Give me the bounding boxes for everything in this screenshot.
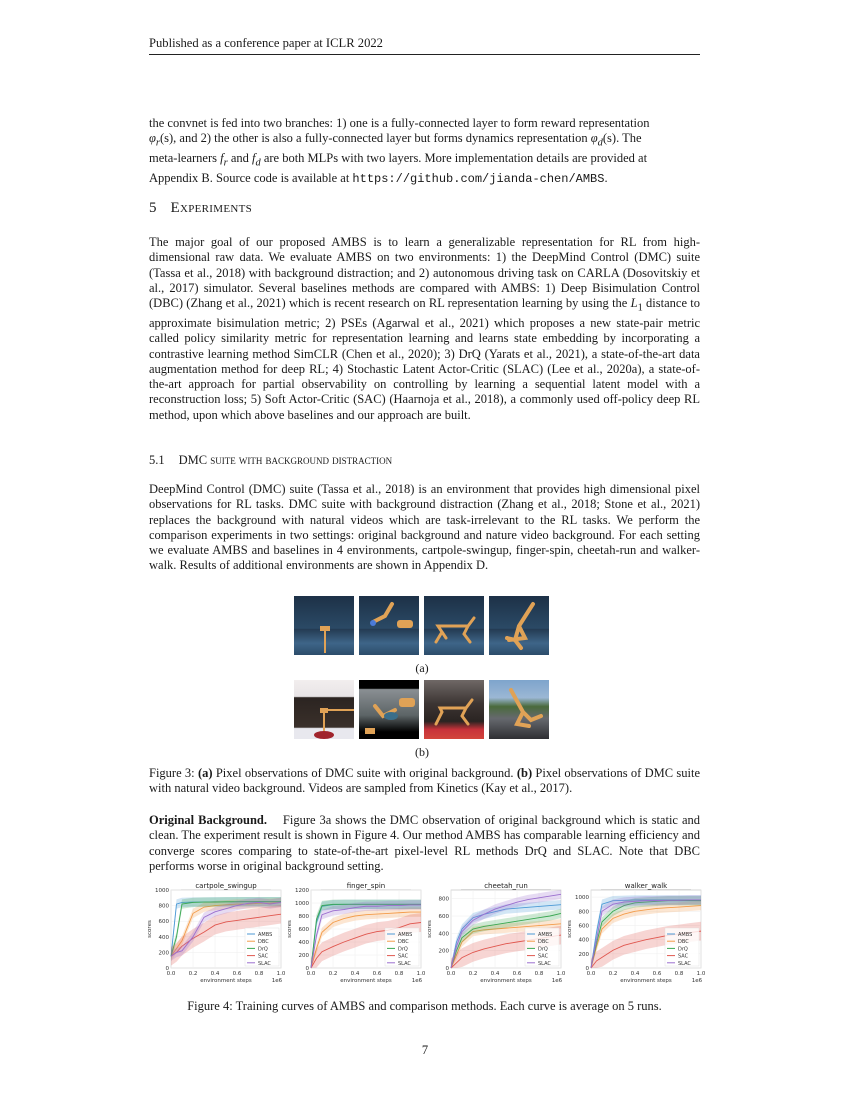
- y-tick-label: 800: [578, 909, 589, 916]
- x-tick-label: 0.2: [328, 971, 338, 977]
- x-scale-note: 1e6: [551, 978, 563, 984]
- subsection-heading: [149, 453, 392, 468]
- y-tick-label: 0: [445, 966, 449, 972]
- section-heading: [149, 200, 252, 217]
- text: distance to approximate bisimulation metric; 2) PSEs (Agarwal et al., 2021) which proposes a new state-pair metric called policy similarity metric for representation learning and learns state embedding by incorporating a contrastive learning method SimCLR (Chen et al., 2020); 3) DrQ (Yarats et al., 2021), a state-of-the-art data augmentation method for deep RL; 4) Stochastic Latent Actor-Critic (SLAC) (Lee et al., 2020a), a state-of-the-art approach for partial observability on controlling by learning a sequential latent model with a reconstruction loss; 5) Soft Actor-Critic (SAC) (Haarnoja et al., 2018), a commonly used off-policy deep RL method, upon which above baselines and our approach are built.: [149, 296, 700, 422]
- x-tick-label: 1.0: [556, 971, 565, 977]
- caption-text: Pixel observations of DMC suite with natural video background. Videos are sampled from Kinetics (Kay et al., 2017).: [149, 766, 700, 796]
- cartpole-video-image: [294, 680, 354, 739]
- figure-3: [294, 596, 550, 764]
- y-tick-label: 200: [298, 953, 309, 959]
- intro-paragraph: [149, 116, 700, 187]
- text: (s), and 2) the other is also a fully-connected layer but forms dynamics representation: [159, 131, 591, 146]
- running-header: Published as a conference paper at ICLR 2022: [149, 36, 383, 50]
- y-tick-label: 800: [158, 903, 169, 910]
- page-number: 7: [421, 1043, 429, 1057]
- legend-item: SAC: [258, 953, 269, 960]
- text: meta-learners: [149, 151, 221, 166]
- legend-item: DBC: [398, 939, 409, 946]
- math-sub: d: [255, 157, 261, 169]
- training-curve-chart-finger-spin: [285, 882, 425, 992]
- legend-item: DBC: [538, 939, 549, 946]
- finger-video-image: [359, 680, 419, 739]
- math-L: L: [630, 296, 638, 311]
- x-tick-label: 0.6: [232, 971, 242, 977]
- figure-4-caption: Figure 4: Training curves of AMBS and comparison methods. Each curve is average on 5 runs.: [187, 999, 662, 1013]
- figure-4: [145, 882, 705, 992]
- x-tick-label: 0.2: [468, 971, 478, 977]
- y-tick-label: 0: [165, 966, 169, 972]
- y-tick-label: 200: [578, 951, 589, 958]
- legend-item: SLAC: [398, 960, 411, 967]
- x-tick-label: 0.6: [512, 971, 522, 977]
- chart-title: finger_spin: [346, 882, 386, 890]
- cheetah-original-image: [424, 596, 484, 655]
- x-scale-note: 1e6: [691, 978, 703, 984]
- y-axis-label: scores: [287, 920, 293, 938]
- legend-item: SLAC: [538, 960, 551, 967]
- training-curve-chart-walker-walk: [565, 882, 705, 992]
- legend-item: AMBS: [538, 932, 553, 938]
- x-tick-label: 0.8: [534, 971, 544, 977]
- text: Appendix B. Source code is available at: [149, 170, 353, 185]
- y-tick-label: 400: [438, 931, 449, 938]
- legend-item: SLAC: [678, 960, 691, 967]
- legend-item: AMBS: [258, 932, 273, 938]
- x-tick-label: 0.2: [188, 971, 198, 977]
- finger-original-image: [359, 596, 419, 655]
- math-sub: r: [223, 157, 228, 169]
- x-tick-label: 0.4: [490, 971, 500, 977]
- y-tick-label: 0: [305, 966, 309, 972]
- x-tick-label: 0.6: [372, 971, 382, 977]
- y-tick-label: 1200: [295, 888, 309, 894]
- cartpole-original-image: [294, 596, 354, 655]
- legend-item: SAC: [538, 953, 549, 960]
- figure-3b-row: [294, 680, 550, 739]
- legend-item: DrQ: [258, 946, 268, 953]
- figure-3a-label: (a): [415, 661, 429, 675]
- x-tick-label: 0.0: [166, 971, 176, 977]
- y-tick-label: 200: [438, 948, 449, 955]
- legend-item: DrQ: [398, 946, 408, 953]
- x-tick-label: 0.6: [652, 971, 662, 977]
- caption-b-marker: (b): [516, 766, 533, 780]
- legend-item: SLAC: [258, 960, 271, 967]
- x-tick-label: 0.8: [394, 971, 404, 977]
- x-tick-label: 0.8: [254, 971, 264, 977]
- x-tick-label: 0.4: [630, 971, 640, 977]
- legend-item: AMBS: [398, 932, 413, 938]
- x-tick-label: 0.4: [210, 971, 220, 977]
- x-tick-label: 0.2: [608, 971, 618, 977]
- x-axis-label: environment steps: [620, 978, 672, 984]
- x-axis-label: environment steps: [480, 978, 532, 984]
- dmc-paragraph: DeepMind Control (DMC) suite (Tassa et al., 2018) is an environment that provides high dimensional pixel observations for RL tasks. DMC suite with background distraction (Zhang et al., 2018; Stone et al., 2021) replaces the background with natural videos which are task-irrelevant to the RL tasks. We perform the comparison experiments in two settings: original background and nature video background. For each setting we evaluate AMBS and baselines in 4 environments, cartpole-swingup, finger-spin, cheetah-run and walker-walk. Results of additional environments are shown in Appendix D.: [149, 482, 700, 573]
- cheetah-video-image: [424, 680, 484, 739]
- legend-item: SAC: [398, 953, 409, 960]
- x-tick-label: 0.0: [306, 971, 316, 977]
- y-tick-label: 800: [438, 896, 449, 903]
- section-title: Experiments: [170, 200, 253, 216]
- section-number: 5: [149, 200, 157, 216]
- experiments-paragraph: [149, 235, 700, 423]
- y-tick-label: 1000: [295, 901, 309, 907]
- text: the convnet is fed into two branches: 1) one is a fully-connected layer to form reward representation: [149, 116, 650, 130]
- chart-title: cheetah_run: [484, 882, 528, 890]
- figure-3b-label: (b): [415, 745, 429, 759]
- y-axis-label: scores: [147, 920, 153, 938]
- legend-item: DBC: [678, 939, 689, 946]
- y-tick-label: 800: [298, 914, 309, 920]
- header-rule: [149, 54, 700, 55]
- walker-video-image: [489, 680, 549, 739]
- y-tick-label: 600: [578, 923, 589, 930]
- subsection-title-caps: DMC: [178, 453, 208, 467]
- legend-item: DBC: [258, 939, 269, 946]
- paragraph-heading: Original Background.: [149, 813, 268, 827]
- math-sub: d: [597, 137, 603, 149]
- training-curve-chart-cheetah-run: [425, 882, 565, 992]
- text: .: [604, 170, 608, 185]
- x-tick-label: 0.0: [446, 971, 456, 977]
- x-scale-note: 1e6: [411, 978, 423, 984]
- source-code-link[interactable]: https://github.com/jianda-chen/AMBS: [352, 171, 605, 186]
- caption-a-marker: (a): [197, 766, 213, 780]
- math-phi: φ: [590, 131, 598, 146]
- text: The major goal of our proposed AMBS is to learn a generalizable representation for RL from high-dimensional raw data. We evaluate AMBS on two environments: 1) the DeepMind Control (DMC) suite (Tassa et al., 2018) with background distraction; and 2) autonomous driving task on CARLA (Dosovitskiy et al., 2017) simulator. Several baselines methods are compared with AMBS: 1) Deep Bisimulation Control (DBC) (Zhang et al., 2021) which is recent research on RL representation learning by using the: [149, 235, 700, 311]
- x-tick-label: 0.8: [674, 971, 684, 977]
- text: are both MLPs with two layers. More implementation details are provided at: [260, 151, 648, 166]
- y-tick-label: 200: [158, 950, 169, 957]
- figure-3a-row: [294, 596, 550, 655]
- text: Figure 3a shows the DMC observation of original background which is static and clean. The experiment result is shown in Figure 4. Our method AMBS has comparable learning efficiency and converge scores comparing to state-of-the-art pixel-level RL methods DrQ and SLAC. Note that DBC performs worse in original background setting.: [149, 813, 700, 873]
- x-tick-label: 1.0: [416, 971, 425, 977]
- x-axis-label: environment steps: [200, 978, 252, 984]
- legend-item: DrQ: [538, 946, 548, 953]
- x-scale-note: 1e6: [271, 978, 283, 984]
- x-tick-label: 1.0: [276, 971, 285, 977]
- y-tick-label: 0: [585, 966, 589, 972]
- caption-text: Pixel observations of DMC suite with original background.: [212, 766, 517, 780]
- figure-3-caption: [149, 766, 700, 797]
- y-tick-label: 600: [298, 927, 309, 933]
- x-tick-label: 0.4: [350, 971, 360, 977]
- caption-prefix: Figure 3:: [149, 766, 198, 780]
- original-background-paragraph: [149, 813, 700, 874]
- y-tick-label: 600: [438, 914, 449, 920]
- legend-item: AMBS: [678, 932, 693, 938]
- math-sub: r: [155, 137, 160, 149]
- training-curve-chart-cartpole-swingup: [145, 882, 285, 992]
- y-tick-label: 400: [578, 937, 589, 944]
- math-sub: 1: [637, 302, 643, 314]
- math-phi: φ: [149, 131, 156, 146]
- y-axis-label: scores: [567, 920, 573, 938]
- x-axis-label: environment steps: [340, 978, 392, 984]
- math-f: f: [220, 151, 224, 166]
- x-tick-label: 0.0: [586, 971, 596, 977]
- y-tick-label: 400: [158, 934, 169, 941]
- x-tick-label: 1.0: [696, 971, 705, 977]
- math-f: f: [252, 151, 256, 166]
- y-tick-label: 1000: [155, 888, 169, 894]
- y-tick-label: 600: [158, 919, 169, 926]
- y-tick-label: 400: [298, 940, 309, 946]
- subsection-title: suite with background distraction: [210, 453, 393, 467]
- text: (s). The: [602, 131, 642, 146]
- walker-original-image: [489, 596, 549, 655]
- text: and: [227, 151, 252, 166]
- legend-item: SAC: [678, 953, 689, 960]
- legend-item: DrQ: [678, 946, 688, 953]
- chart-title: walker_walk: [624, 882, 668, 890]
- y-axis-label: scores: [427, 920, 433, 938]
- subsection-number: 5.1: [149, 453, 165, 467]
- chart-title: cartpole_swingup: [195, 882, 257, 890]
- y-tick-label: 1000: [575, 895, 589, 902]
